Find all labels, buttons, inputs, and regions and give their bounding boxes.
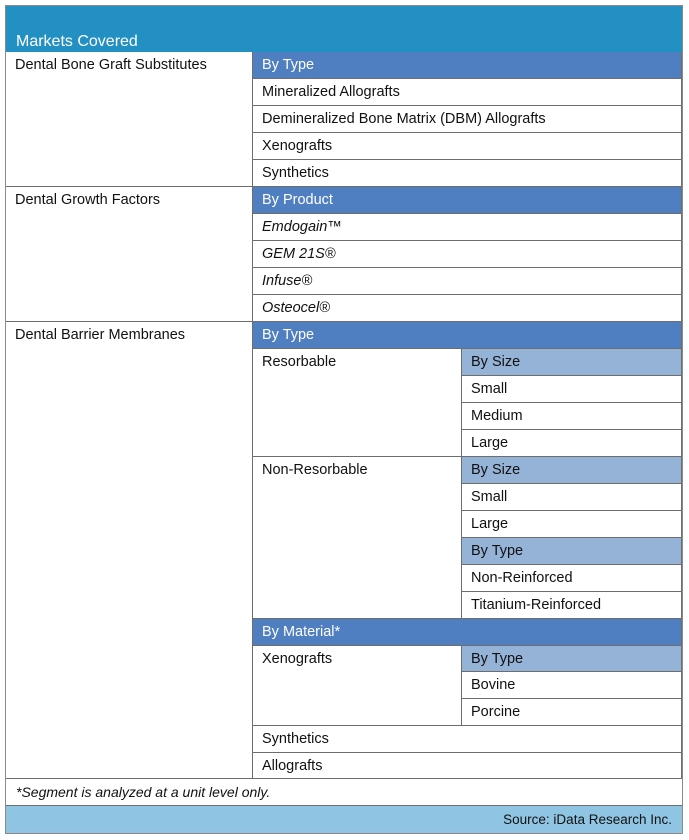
product-gem-21s: GEM 21S®	[253, 241, 682, 268]
type-non-reinforced: Non-Reinforced	[462, 565, 682, 592]
footnote: *Segment is analyzed at a unit level only.	[6, 779, 682, 806]
size-small: Small	[462, 376, 682, 403]
source-bar	[6, 806, 682, 833]
group-header-by-product: By Product	[253, 187, 682, 214]
material-synthetics: Synthetics	[253, 726, 682, 753]
type-titanium-reinforced: Titanium-Reinforced	[462, 592, 682, 619]
table-title: Markets Covered	[16, 33, 138, 50]
table-header	[6, 6, 682, 52]
group-header-by-size: By Size	[462, 349, 682, 376]
group-header-by-size: By Size	[462, 457, 682, 484]
group-header-by-type: By Type	[462, 538, 682, 565]
size-large: Large	[462, 430, 682, 457]
size-large: Large	[462, 511, 682, 538]
market-bone-graft-substitutes: Dental Bone Graft Substitutes	[6, 52, 253, 187]
material-allografts: Allografts	[253, 753, 682, 779]
group-header-by-type: By Type	[462, 646, 682, 672]
group-header-by-type: By Type	[253, 322, 682, 349]
size-medium: Medium	[462, 403, 682, 430]
product-emdogain: Emdogain™	[253, 214, 682, 241]
market-growth-factors: Dental Growth Factors	[6, 187, 253, 322]
segment-synthetics: Synthetics	[253, 160, 682, 187]
source-credit: Source: iData Research Inc.	[503, 812, 672, 827]
segment-mineralized-allografts: Mineralized Allografts	[253, 79, 682, 106]
product-osteocel: Osteocel®	[253, 295, 682, 322]
size-small: Small	[462, 484, 682, 511]
subsegment-non-resorbable: Non-Resorbable	[253, 457, 462, 619]
market-barrier-membranes: Dental Barrier Membranes	[6, 322, 253, 779]
xenograft-porcine: Porcine	[462, 699, 682, 726]
product-infuse: Infuse®	[253, 268, 682, 295]
material-xenografts: Xenografts	[253, 646, 462, 726]
segment-dbm-allografts: Demineralized Bone Matrix (DBM) Allografts	[253, 106, 682, 133]
group-header-by-material: By Material*	[253, 619, 682, 646]
segment-xenografts: Xenografts	[253, 133, 682, 160]
group-header-by-type: By Type	[253, 52, 682, 79]
subsegment-resorbable: Resorbable	[253, 349, 462, 457]
xenograft-bovine: Bovine	[462, 672, 682, 699]
